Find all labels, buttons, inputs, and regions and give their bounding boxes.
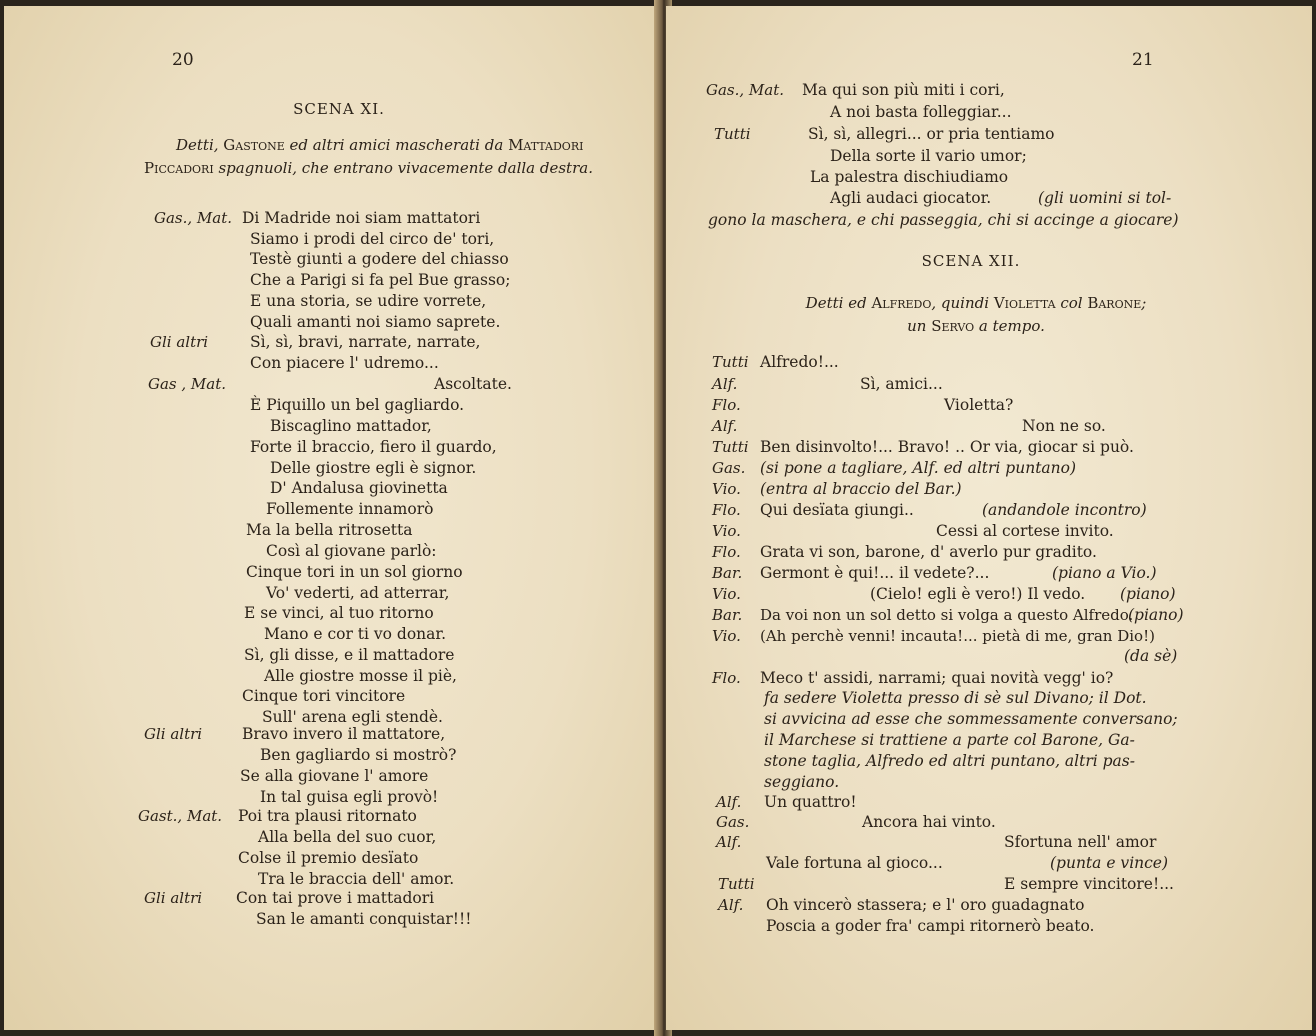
verse-line: Cinque tori vincitore	[242, 687, 406, 705]
verse-line: E se vinci, al tuo ritorno	[244, 604, 434, 622]
speaker-label: Vio.	[712, 522, 741, 540]
speaker-label: Gast., Mat.	[138, 807, 223, 825]
speaker-label: Gas.	[716, 813, 750, 831]
speaker-label: Gas , Mat.	[148, 375, 227, 393]
dialogue-line: Qui desïata giungi..	[760, 501, 914, 519]
verse-line: Follemente innamorò	[266, 500, 434, 518]
dialogue-line: Grata vi son, barone, d' averlo pur gradito.	[760, 543, 1097, 561]
sd-text: spagnuoli, che entrano vivacemente dalla destra.	[213, 159, 593, 177]
dialogue-line: Sì, amici...	[860, 375, 943, 393]
stage-direction: fa sedere Violetta presso di sè sul Divano; il Dot.	[764, 689, 1147, 707]
stage-direction: (da sè)	[1124, 647, 1178, 665]
speaker-label: Vio.	[712, 627, 741, 645]
verse-line: D' Andalusa giovinetta	[270, 479, 448, 497]
stage-direction: il Marchese si trattiene a parte col Barone, Ga-	[764, 731, 1135, 749]
speaker-label: Vio.	[712, 585, 741, 603]
page-number: 20	[172, 50, 194, 70]
speaker-label: Tutti	[712, 438, 749, 456]
sd-text: ;	[1141, 294, 1147, 312]
sd-text: Detti,	[176, 136, 224, 154]
stage-direction: (punta e vince)	[1050, 854, 1169, 872]
dialogue-line: Oh vincerò stassera; e l' oro guadagnato	[766, 896, 1085, 914]
dialogue-line: Vale fortuna al gioco...	[766, 854, 943, 872]
speaker-label: Gas., Mat.	[706, 81, 785, 99]
dialogue-line: (Ah perchè venni! incauta!... pietà di me, gran Dio!)	[760, 627, 1155, 645]
verse-line: Sì, gli disse, e il mattadore	[244, 646, 455, 664]
sd-text: , quindi	[931, 294, 994, 312]
verse-line: Biscaglino mattador,	[270, 417, 432, 435]
sd-name: Gastone	[223, 136, 285, 154]
dialogue-line: Meco t' assidi, narrami; quai novità vegg' io?	[760, 669, 1114, 687]
stage-direction	[726, 292, 1226, 338]
verse-line: Con piacere l' udremo...	[250, 354, 439, 372]
dialogue-line: Alfredo!...	[760, 353, 839, 371]
verse-line: Ma la bella ritrosetta	[246, 521, 413, 539]
stage-direction: stone taglia, Alfredo ed altri puntano, altri pas-	[764, 752, 1135, 770]
sd-name: Violetta	[993, 294, 1056, 312]
dialogue-line: Germont è qui!... il vedete?...	[760, 564, 990, 582]
dialogue-line: Non ne so.	[1022, 417, 1106, 435]
stage-direction: (piano a Vio.)	[1052, 564, 1157, 582]
stage-direction: seggiano.	[764, 773, 840, 791]
verse-line: Della sorte il vario umor;	[830, 147, 1027, 165]
dialogue-line: (entra al braccio del Bar.)	[760, 480, 962, 498]
verse-line: Delle giostre egli è signor.	[270, 459, 477, 477]
left-page	[4, 6, 662, 1030]
verse-line: E una storia, se udire vorrete,	[250, 292, 487, 310]
stage-direction: (gli uomini si tol-	[1038, 189, 1172, 207]
speaker-label: Flo.	[712, 396, 741, 414]
speaker-label: Alf.	[716, 833, 742, 851]
dialogue-line: Ancora hai vinto.	[862, 813, 996, 831]
scene-title: SCENA XI.	[293, 100, 385, 118]
speaker-label: Tutti	[718, 875, 755, 893]
dialogue-line: Cessi al cortese invito.	[936, 522, 1114, 540]
verse-line: Poi tra plausi ritornato	[238, 807, 417, 825]
speaker-label: Bar.	[712, 606, 743, 624]
verse-line: Testè giunti a godere del chiasso	[250, 250, 509, 268]
sd-name: Barone	[1087, 294, 1142, 312]
sd-text: un	[907, 317, 932, 335]
sd-role: Mattadori	[508, 136, 584, 154]
speaker-label: Flo.	[712, 543, 741, 561]
right-page	[666, 6, 1312, 1030]
sd-text: col	[1055, 294, 1088, 312]
stage-direction: (piano)	[1128, 606, 1184, 624]
stage-direction	[144, 134, 624, 180]
speaker-label: Gas., Mat.	[154, 209, 233, 227]
verse-line: Se alla giovane l' amore	[240, 767, 429, 785]
speaker-label: Flo.	[712, 501, 741, 519]
speaker-label: Vio.	[712, 480, 741, 498]
stage-direction: gono la maschera, e chi passeggia, chi si accinge a giocare)	[708, 211, 1179, 229]
sd-name: Servo	[931, 317, 975, 335]
verse-line: Forte il braccio, fiero il guardo,	[250, 438, 497, 456]
verse-line: Agli audaci giocator.	[830, 189, 992, 207]
dialogue-line: Ben disinvolto!... Bravo! .. Or via, giocar si può.	[760, 438, 1134, 456]
sd-name: Alfredo	[871, 294, 932, 312]
dialogue-line: E sempre vincitore!...	[1004, 875, 1174, 893]
dialogue-line: (si pone a tagliare, Alf. ed altri puntano)	[760, 459, 1077, 477]
sd-text: Detti ed	[805, 294, 872, 312]
verse-line: Ben gagliardo si mostrò?	[260, 746, 457, 764]
verse-line: Siamo i prodi del circo de' tori,	[250, 230, 495, 248]
stage-direction: (andandole incontro)	[982, 501, 1147, 519]
verse-line: In tal guisa egli provò!	[260, 788, 439, 806]
verse-line: Tra le braccia dell' amor.	[258, 870, 455, 888]
speaker-label: Alf.	[712, 417, 738, 435]
dialogue-line: Un quattro!	[764, 793, 857, 811]
verse-line: Che a Parigi si fa pel Bue grasso;	[250, 271, 511, 289]
verse-line: Così al giovane parlò:	[266, 542, 437, 560]
speaker-label: Bar.	[712, 564, 743, 582]
verse-line: San le amanti conquistar!!!	[256, 910, 472, 928]
dialogue-line: Da voi non un sol detto si volga a questo Alfredo.	[760, 606, 1134, 624]
speaker-label: Tutti	[712, 353, 749, 371]
verse-line: Ma qui son più miti i cori,	[802, 81, 1005, 99]
verse-line: Alle giostre mosse il piè,	[264, 667, 457, 685]
verse-line: Colse il premio desïato	[238, 849, 419, 867]
verse-line: Alla bella del suo cuor,	[258, 828, 437, 846]
sd-role: Piccadori	[144, 159, 214, 177]
speaker-label: Gas.	[712, 459, 746, 477]
verse-line: A noi basta folleggiar...	[830, 103, 1012, 121]
speaker-label: Flo.	[712, 669, 741, 687]
verse-line: Sì, sì, bravi, narrate, narrate,	[250, 333, 481, 351]
dialogue-line: Sfortuna nell' amor	[1004, 833, 1157, 851]
stage-direction: (piano)	[1120, 585, 1176, 603]
speaker-label: Tutti	[714, 125, 751, 143]
verse-line: Ascoltate.	[434, 375, 512, 393]
verse-line: Quali amanti noi siamo saprete.	[250, 313, 501, 331]
verse-line: Sì, sì, allegri... or pria tentiamo	[808, 125, 1055, 143]
speaker-label: Alf.	[712, 375, 738, 393]
dialogue-line: Poscia a goder fra' campi ritornerò beato.	[766, 917, 1095, 935]
speaker-label: Alf.	[716, 793, 742, 811]
verse-line: Vo' vederti, ad atterrar,	[266, 584, 450, 602]
speaker-label: Alf.	[718, 896, 744, 914]
sd-text: ed altri amici mascherati da	[284, 136, 509, 154]
verse-line: Sull' arena egli stendè.	[262, 708, 443, 726]
page-number: 21	[1132, 50, 1154, 70]
dialogue-line: Violetta?	[944, 396, 1014, 414]
verse-line: La palestra dischiudiamo	[810, 168, 1009, 186]
speaker-label: Gli altri	[144, 889, 203, 907]
scene-title: SCENA XII.	[921, 252, 1021, 270]
sd-text: a tempo.	[974, 317, 1045, 335]
verse-line: È Piquillo un bel gagliardo.	[250, 396, 465, 414]
verse-line: Di Madride noi siam mattatori	[242, 209, 481, 227]
verse-line: Cinque tori in un sol giorno	[246, 563, 463, 581]
speaker-label: Gli altri	[150, 333, 209, 351]
dialogue-line: (Cielo! egli è vero!) Il vedo.	[870, 585, 1086, 603]
verse-line: Con tai prove i mattadori	[236, 889, 435, 907]
stage-direction: si avvicina ad esse che sommessamente conversano;	[764, 710, 1178, 728]
speaker-label: Gli altri	[144, 725, 203, 743]
verse-line: Bravo invero il mattatore,	[242, 725, 446, 743]
verse-line: Mano e cor ti vo donar.	[264, 625, 447, 643]
